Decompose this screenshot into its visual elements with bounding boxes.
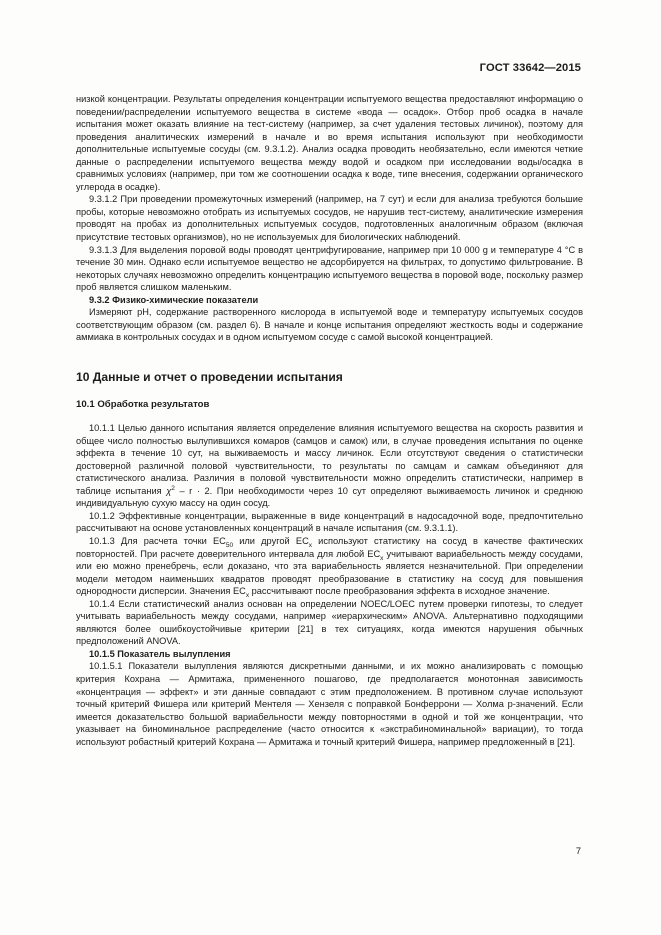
p10-1-3-sub3: x	[380, 554, 384, 562]
subheading-10-1-5: 10.1.5 Показатель вылупления	[89, 648, 231, 659]
p10-1-1-text: 10.1.1 Целью данного испытания является определение влияния испытуемого вещества на скорость развития и общее число полностью вылупившихся комаров (самцов и самок) или, в случае проведения испытания по оценке эффекта в течение 10 сут, на выживаемость и массу личинок. Если отсутствуют сведения о статистически достоверной различной половой чувствительности, то результаты по самцам и самкам объединяют для статистического анализа. Различия в половой чувствительности можно определить статистически, например в таблице испытания	[76, 423, 583, 496]
paragraph-10-1-4: 10.1.4 Если статистический анализ основан на определении NOEC/LOEC путем проверки гипотезы, то следует учитывать вариабельность между сосудами, например «иерархическим» ANOVA. Альтернативно подходящими являются более ошибкоустойчивые критерии [21] в тех ситуациях, когда имеются нарушения обычных предположений ANOVA.	[76, 598, 583, 647]
p10-1-3-sub2: x	[308, 541, 312, 549]
p10-1-3-d: учитывают вариабельность между сосудами, или ею можно пренебречь, если доказано, что эта вариабельность является незначительной. При определении модели методом наименьших квадратов проводят преобразование в статистику на сосуд для повышения однородности дисперсии. Значения EC	[76, 548, 583, 597]
paragraph-9-3-1-2: 9.3.1.2 При проведении промежуточных измерений (например, на 7 сут) и если для анализа требуются большие пробы, которые невозможно отобрать из испытуемых сосудов, не нарушив тест-систему, аналитические измерения проводят на пробах из дополнительных испытуемых сосудов, подготовленных аналогичным образом (включая присутствие тестовых организмов), но не используемых для биологических наблюдений.	[76, 194, 583, 243]
p10-1-3-e: рассчитывают после преобразования эффекта в исходное значение.	[249, 586, 550, 597]
p10-1-3-sub1: 50	[225, 541, 234, 549]
page-number: 7	[575, 846, 581, 856]
page-header-standard: ГОСТ 33642—2015	[479, 62, 581, 74]
paragraph-9-3-2: Измеряют pH, содержание растворенного кислорода в испытуемой воде и температуру испытуемых сосудов соответствующим образом (см. раздел 6). В начале и конце испытания определяют жесткость воды и содержание аммиака в контрольных сосудах и в одном испытуемом сосуде с самой высокой концентрацией.	[76, 307, 583, 343]
paragraph-10-1-3	[76, 535, 583, 598]
chi-superscript: 2	[171, 484, 175, 492]
r-formula: – r · 2.	[174, 485, 213, 496]
p10-1-3-b: или другой EC	[233, 535, 309, 546]
page-body	[76, 93, 583, 748]
paragraph-10-1-5-1: 10.1.5.1 Показатели вылупления являются дискретными данными, и их можно анализировать с помощью критерия Кохрана — Армитажа, примененного пошагово, где предполагается монотонная зависимость «концентрация — эффект» и эти данные совпадают с этим предположением. В противном случае используют точный критерий Фишера или критерий Ментеля — Хензеля с поправкой Бонферрони — Холма p-значений. Если имеется доказательство большой вариабельности между повторностями в одной и той же концентрации, что указывает на биноминальное распределение (часто относится к «экстрабиноминальной» вариации), то тогда используют робастный критерий Кохрана — Армитажа и точный критерий Фишера, например предложенный в [21].	[76, 661, 583, 747]
paragraph-10-1-2: 10.1.2 Эффективные концентрации, выраженные в виде концентраций в надосадочной воде, предпочтительно рассчитывают на основе установленных концентраций в начале испытания (см. 9.3.1.1).	[76, 510, 583, 534]
p10-1-1-text-end: При необходимости через 10 сут определяют выживаемость личинок и среднюю индивидуальную сухую массу на один сосуд.	[76, 485, 583, 509]
p10-1-3-sub4: x	[245, 591, 250, 599]
p10-1-3-c: используют статистику на сосуд в качестве фактических повторностей. При расчете доверительного интервала для любой EC	[76, 535, 583, 559]
paragraph-9-3-1-3: 9.3.1.3 Для выделения поровой воды проводят центрифугирование, например при 10 000 g и температуре 4 °С в течение 30 мин. Однако если испытуемое вещество не адсорбируется на фильтрах, то допустимо фильтрование. В некоторых случаях невозможно определить концентрацию испытуемого вещества в поровой воде, поскольку размер проб является слишком маленьким.	[76, 244, 583, 293]
paragraph-continuation: низкой концентрации. Результаты определения концентрации испытуемого вещества предоставляют информацию о поведении/распределении испытуемого вещества в системе «вода — осадок». Отбор проб осадка в начале испытания может оказать влияние на тест-систему (например, за счет удаления тестовых личинок), поэтому для проведения аналитических измерений в начале и во время испытания используют при необходимости дополнительные испытуемые сосуды (см. 9.3.1.2). Анализ осадка проводить необязательно, если имеются четкие данные о распределении испытуемого вещества между водой и осадком при исследовании воды/осадка в сравнимых условиях (например, при том же соотношении осадка к воде, типе внесения, содержании органического углерода в осадке).	[76, 94, 583, 192]
section-title-10: 10 Данные и отчет о проведении испытания	[76, 369, 343, 384]
chi-symbol: χ	[166, 485, 172, 496]
subsection-title-10-1: 10.1 Обработка результатов	[76, 399, 210, 411]
p10-1-3-a: 10.1.3 Для расчета точки EC	[89, 535, 226, 546]
subheading-9-3-2: 9.3.2 Физико-химические показатели	[89, 294, 259, 305]
paragraph-10-1-1	[76, 422, 583, 510]
